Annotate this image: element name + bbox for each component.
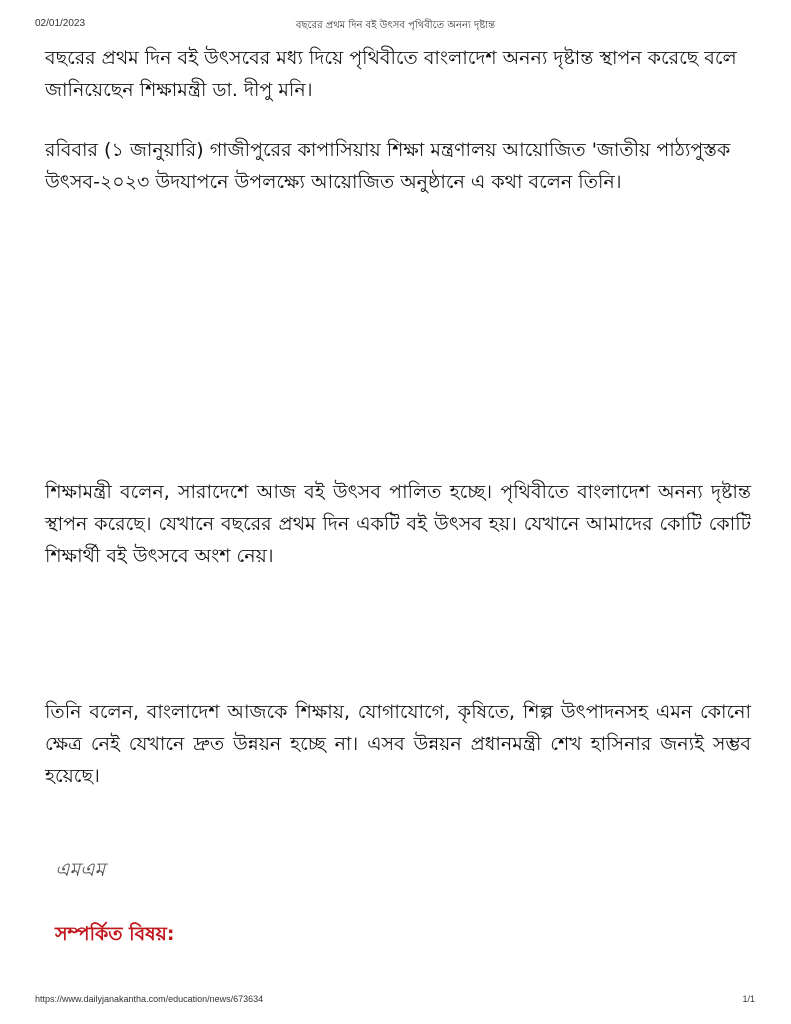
article-paragraph: শিক্ষামন্ত্রী বলেন, সারাদেশে আজ বই উৎসব পালিত হচ্ছে। পৃথিবীতে বাংলাদেশ অনন্য দৃষ্টান্ত স্থাপন করেছে। যেখানে বছরের প্রথম দিন একটি বই উৎসব হয়। যেখানে আমাদের কোটি কোটি শিক্ষার্থী বই উৎসবে অংশ নেয়।: [45, 481, 751, 567]
related-topics-heading[interactable]: সম্পর্কিত বিষয়:: [55, 923, 175, 945]
print-header-title: বছরের প্রথম দিন বই উৎসব পৃথিবীতে অনন্য দৃষ্টান্ত: [295, 20, 496, 31]
article-paragraph: বছরের প্রথম দিন বই উৎসবের মধ্য দিয়ে পৃথিবীতে বাংলাদেশ অনন্য দৃষ্টান্ত স্থাপন করেছে বলে জানিয়েছেন শিক্ষামন্ত্রী ডা. দীপু মনি।: [45, 47, 737, 101]
byline: এমএম: [55, 859, 106, 881]
article-paragraph: তিনি বলেন, বাংলাদেশ আজকে শিক্ষায়, যোগাযোগে, কৃষিতে, শিল্প উৎপাদনসহ এমন কোনো ক্ষেত্র নেই যেখানে দ্রুত উন্নয়ন হচ্ছে না। এসব উন্নয়ন প্রধানমন্ত্রী শেখ হাসিনার জন্যই সম্ভব হয়েছে।: [45, 701, 751, 787]
print-footer-page-number: 1/1: [742, 994, 755, 1004]
print-header-date: 02/01/2023: [35, 18, 86, 29]
print-footer-url: https://www.dailyjanakantha.com/education/news/673634: [35, 994, 264, 1004]
article-paragraph: রবিবার (১ জানুয়ারি) গাজীপুরের কাপাসিয়ায় শিক্ষা মন্ত্রণালয় আয়োজিত 'জাতীয় পাঠ্যপুস্তক উৎসব-২০২৩ উদযাপনে উপলক্ষ্যে আয়োজিত অনুষ্ঠানে এ কথা বলেন তিনি।: [45, 139, 731, 193]
